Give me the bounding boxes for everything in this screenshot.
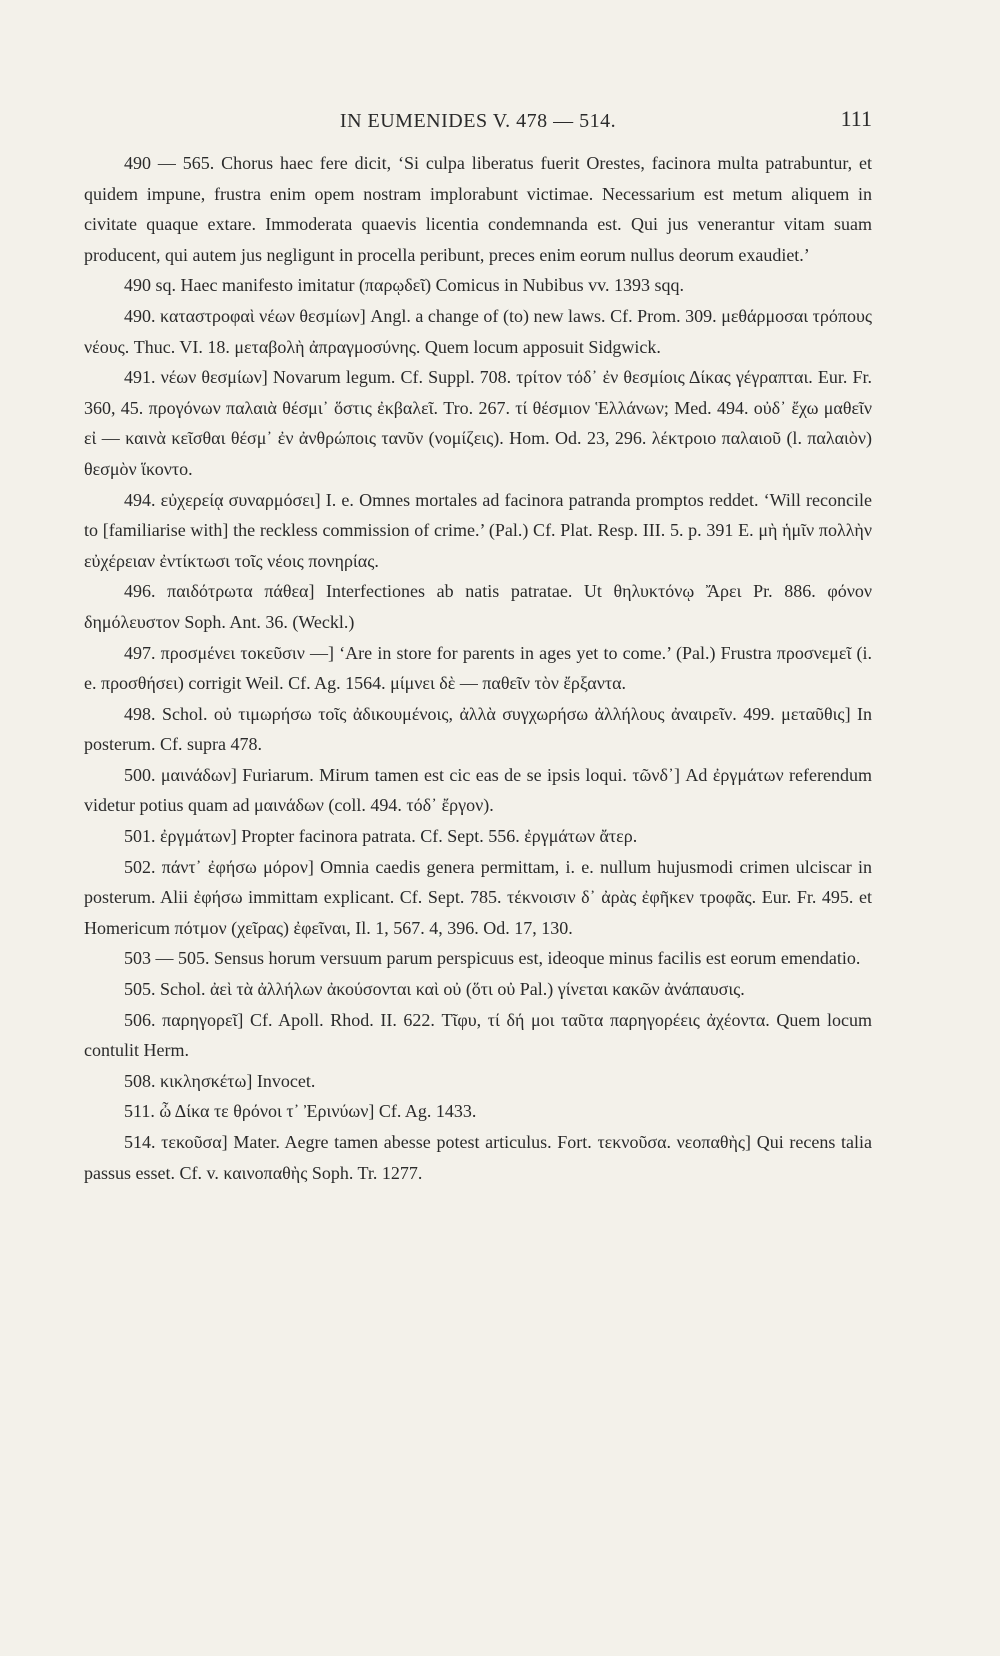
commentary-note: 491. νέων θεσμίων] Novarum legum. Cf. Suppl. 708. τρίτον τόδ᾽ ἐν θεσμίοις Δίκας γέγραπται. Eur. Fr. 360, 45. προγόνων παλαιὰ θέσμι᾽ ὅστις ἐκβαλεῖ. Tro. 267. τί θέσμιον Ἑλλάνων; Med. 494. οὐδ᾽ ἔχω μαθεῖν εἰ — καινὰ κεῖσθαι θέσμ᾽ ἐν ἀνθρώποις τανῦν (νομίζεις). Hom. Od. 23, 296. λέκτροιο παλαιοῦ (l. παλαιὸν) θεσμὸν ἵκοντο.: [84, 367, 872, 479]
commentary-note: 514. τεκοῦσα] Mater. Aegre tamen abesse potest articulus. Fort. τεκνοῦσα. νεοπαθὴς] Qui recens talia passus esset. Cf. v. καινοπαθὴς Soph. Tr. 1277.: [84, 1132, 872, 1183]
commentary-note: 498. Schol. οὐ τιμωρήσω τοῖς ἀδικουμένοις, ἀλλὰ συγχωρήσω ἀλλήλους ἀναιρεῖν. 499. μεταῦθις] In posterum. Cf. supra 478.: [84, 703, 872, 755]
commentary-note: 506. παρηγορεῖ] Cf. Apoll. Rhod. II. 622. Τῖφυ, τί δή μοι ταῦτα παρηγορέεις ἀχέοντα. Quem locum contulit Herm.: [84, 1009, 872, 1061]
commentary-note: 511. ὦ Δίκα τε θρόνοι τ᾽ Ἐρινύων] Cf. Ag. 1433.: [124, 1101, 477, 1122]
commentary-note: 497. προσμένει τοκεῦσιν —] ‘Are in store for parents in ages yet to come.’ (Pal.) Frustra προσνεμεῖ (i. e. προσθήσει) corrigit Weil. Cf. Ag. 1564. μίμνει δὲ — παθεῖν τὸν ἔρξαντα.: [84, 642, 872, 694]
commentary-note: 508. κικλησκέτω] Invocet.: [124, 1070, 316, 1091]
page-number: 111: [840, 106, 872, 131]
commentary-note: 490 — 565. Chorus haec fere dicit, ‘Si culpa liberatus fuerit Orestes, facinora multa patrabuntur, et quidem impune, frustra enim opem nostram implorabunt victimae. Necessarium est metum aliquem in civitate quaque extare. Immoderata quaevis licentia condemnanda est. Qui jus venerantur vitam suam producent, qui autem jus negligunt in procella peribunt, preces enim eorum nullus deorum exaudiet.’: [84, 153, 872, 265]
commentary-note: 490. καταστροφαὶ νέων θεσμίων] Angl. a change of (to) new laws. Cf. Prom. 309. μεθάρμοσαι τρόπους νέους. Thuc. VI. 18. μεταβολὴ ἀπραγμοσύνης. Quem locum apposuit Sidgwick.: [84, 305, 872, 357]
commentary-note: 505. Schol. ἀεὶ τὰ ἀλλήλων ἀκούσονται καὶ οὐ (ὅτι οὐ Pal.) γίνεται κακῶν ἀνάπαυσις.: [124, 979, 745, 1000]
commentary-note: 502. πάντ᾽ ἐφήσω μόρον] Omnia caedis genera permittam, i. e. nullum hujusmodi crimen ulciscar in posterum. Alii ἐφήσω immittam explicant. Cf. Sept. 785. τέκνοισιν δ᾽ ἀρὰς ἐφῆκεν τροφᾶς. Eur. Fr. 495. et Homericum πότμον (χεῖρας) ἐφεῖναι, Il. 1, 567. 4, 396. Od. 17, 130.: [84, 856, 872, 938]
commentary-text: [84, 148, 872, 1188]
commentary-note: 501. ἐργμάτων] Propter facinora patrata. Cf. Sept. 556. ἐργμάτων ἄτερ.: [124, 826, 638, 847]
book-page: [84, 96, 872, 1188]
commentary-note: 503 — 505. Sensus horum versuum parum perspicuus est, ideoque minus facilis est eorum emendatio.: [124, 948, 861, 969]
commentary-note: 500. μαινάδων] Furiarum. Mirum tamen est cic eas de se ipsis loqui. τῶνδ᾽] Ad ἐργμάτων referendum videtur potius quam ad μαινάδων (coll. 494. τόδ᾽ ἔργον).: [84, 764, 872, 816]
commentary-note: 490 sq. Haec manifesto imitatur (παρῳδεῖ) Comicus in Nubibus vv. 1393 sqq.: [124, 275, 685, 296]
commentary-note: 494. εὐχερείᾳ συναρμόσει] I. e. Omnes mortales ad facinora patranda promptos reddet. ‘Will reconcile to [familiarise with] the reckless commission of crime.’ (Pal.) Cf. Plat. Resp. III. 5. p. 391 E. μὴ ἡμῖν πολλὴν εὐχέρειαν ἐντίκτωσι τοῖς νέοις πονηρίας.: [84, 489, 872, 571]
page-header: [84, 96, 872, 130]
running-head: IN EUMENIDES V. 478 — 514.: [339, 110, 617, 132]
commentary-note: 496. παιδότρωτα πάθεα] Interfectiones ab natis patratae. Ut θηλυκτόνῳ Ἄρει Pr. 886. φόνον δημόλευστον Soph. Ant. 36. (Weckl.): [84, 581, 872, 632]
